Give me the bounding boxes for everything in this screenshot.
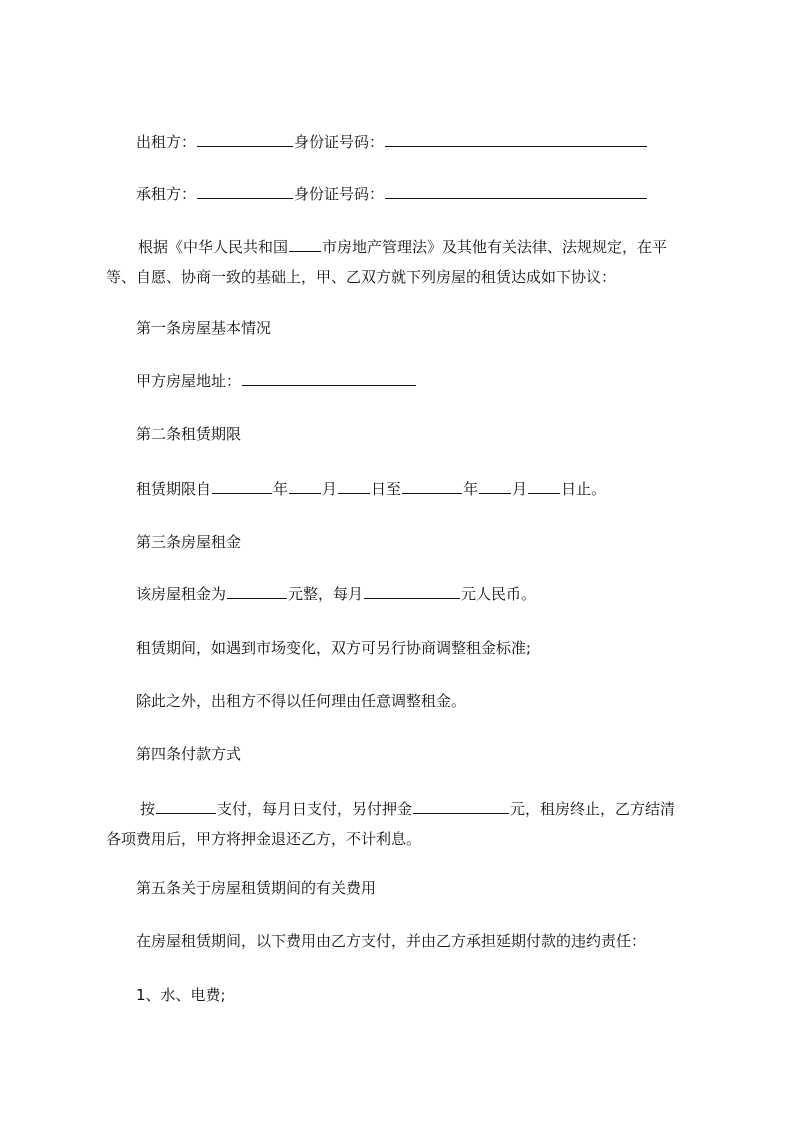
rent-text-2: 元整，每月 bbox=[288, 585, 364, 603]
month-text: 月 bbox=[322, 480, 338, 498]
payment-text-3: 元，租房终止，乙方结清 bbox=[510, 800, 676, 818]
deposit-blank bbox=[413, 799, 509, 814]
address-blank bbox=[242, 371, 416, 386]
intro-paragraph bbox=[106, 232, 706, 292]
article4-title: 第四条付款方式 bbox=[136, 745, 242, 763]
city-blank bbox=[289, 237, 321, 252]
rent-adjust-line: 租赁期间，如遇到市场变化，双方可另行协商调整租金标准; bbox=[136, 639, 532, 657]
lessor-label: 出租方： bbox=[136, 133, 197, 151]
lessee-line bbox=[136, 183, 648, 205]
lessor-name-blank bbox=[197, 132, 293, 147]
end-month-blank bbox=[479, 479, 511, 494]
start-year-blank bbox=[212, 479, 272, 494]
address-label: 甲方房屋地址： bbox=[136, 372, 242, 390]
year2-text: 年 bbox=[463, 480, 479, 498]
address-line bbox=[136, 370, 417, 392]
total-rent-blank bbox=[227, 584, 287, 599]
article5-title: 第五条关于房屋租赁期间的有关费用 bbox=[136, 879, 377, 897]
lessor-id-blank bbox=[385, 132, 647, 147]
lessee-label: 承租方： bbox=[136, 185, 197, 203]
rent-except-line: 除此之外，出租方不得以任何理由任意调整租金。 bbox=[136, 692, 467, 710]
payment-line-1 bbox=[106, 794, 706, 824]
start-month-blank bbox=[289, 479, 321, 494]
lessee-name-blank bbox=[197, 184, 293, 199]
start-day-blank bbox=[338, 479, 370, 494]
year-text: 年 bbox=[273, 480, 289, 498]
intro-line-1 bbox=[106, 232, 706, 262]
lease-term-line bbox=[136, 478, 606, 500]
payment-text-2: 支付，每月日支付，另付押金 bbox=[217, 800, 413, 818]
intro-text-2: 市房地产管理法》及其他有关法律、法规规定，在平 bbox=[322, 238, 668, 256]
lessee-id-blank bbox=[385, 184, 647, 199]
rent-line bbox=[136, 583, 536, 605]
term-from-text: 租赁期限自 bbox=[136, 480, 212, 498]
end-text: 日止。 bbox=[561, 480, 607, 498]
payment-method-blank bbox=[156, 799, 216, 814]
rent-text-1: 该房屋租金为 bbox=[136, 585, 227, 603]
article1-title: 第一条房屋基本情况 bbox=[136, 319, 272, 337]
article2-title: 第二条租赁期限 bbox=[136, 425, 242, 443]
rent-text-3: 元人民币。 bbox=[461, 585, 537, 603]
intro-text-1: 根据《中华人民共和国 bbox=[138, 238, 289, 256]
lessor-id-label: 身份证号码： bbox=[294, 133, 385, 151]
fees-item-1: 1、水、电费; bbox=[136, 986, 226, 1004]
fees-intro-line: 在房屋租赁期间，以下费用由乙方支付，并由乙方承担延期付款的违约责任： bbox=[136, 932, 647, 950]
end-day-blank bbox=[528, 479, 560, 494]
end-year-blank bbox=[402, 479, 462, 494]
day-to-text: 日至 bbox=[371, 480, 402, 498]
payment-line-2: 各项费用后，甲方将押金退还乙方，不计利息。 bbox=[106, 830, 422, 848]
intro-line-2: 等、自愿、协商一致的基础上，甲、乙双方就下列房屋的租赁达成如下协议： bbox=[106, 268, 617, 286]
monthly-rent-blank bbox=[364, 584, 460, 599]
payment-paragraph bbox=[106, 794, 706, 854]
lessee-id-label: 身份证号码： bbox=[294, 185, 385, 203]
lessor-line bbox=[136, 131, 648, 153]
article3-title: 第三条房屋租金 bbox=[136, 533, 242, 551]
month2-text: 月 bbox=[512, 480, 528, 498]
payment-text-1: 按 bbox=[140, 800, 156, 818]
